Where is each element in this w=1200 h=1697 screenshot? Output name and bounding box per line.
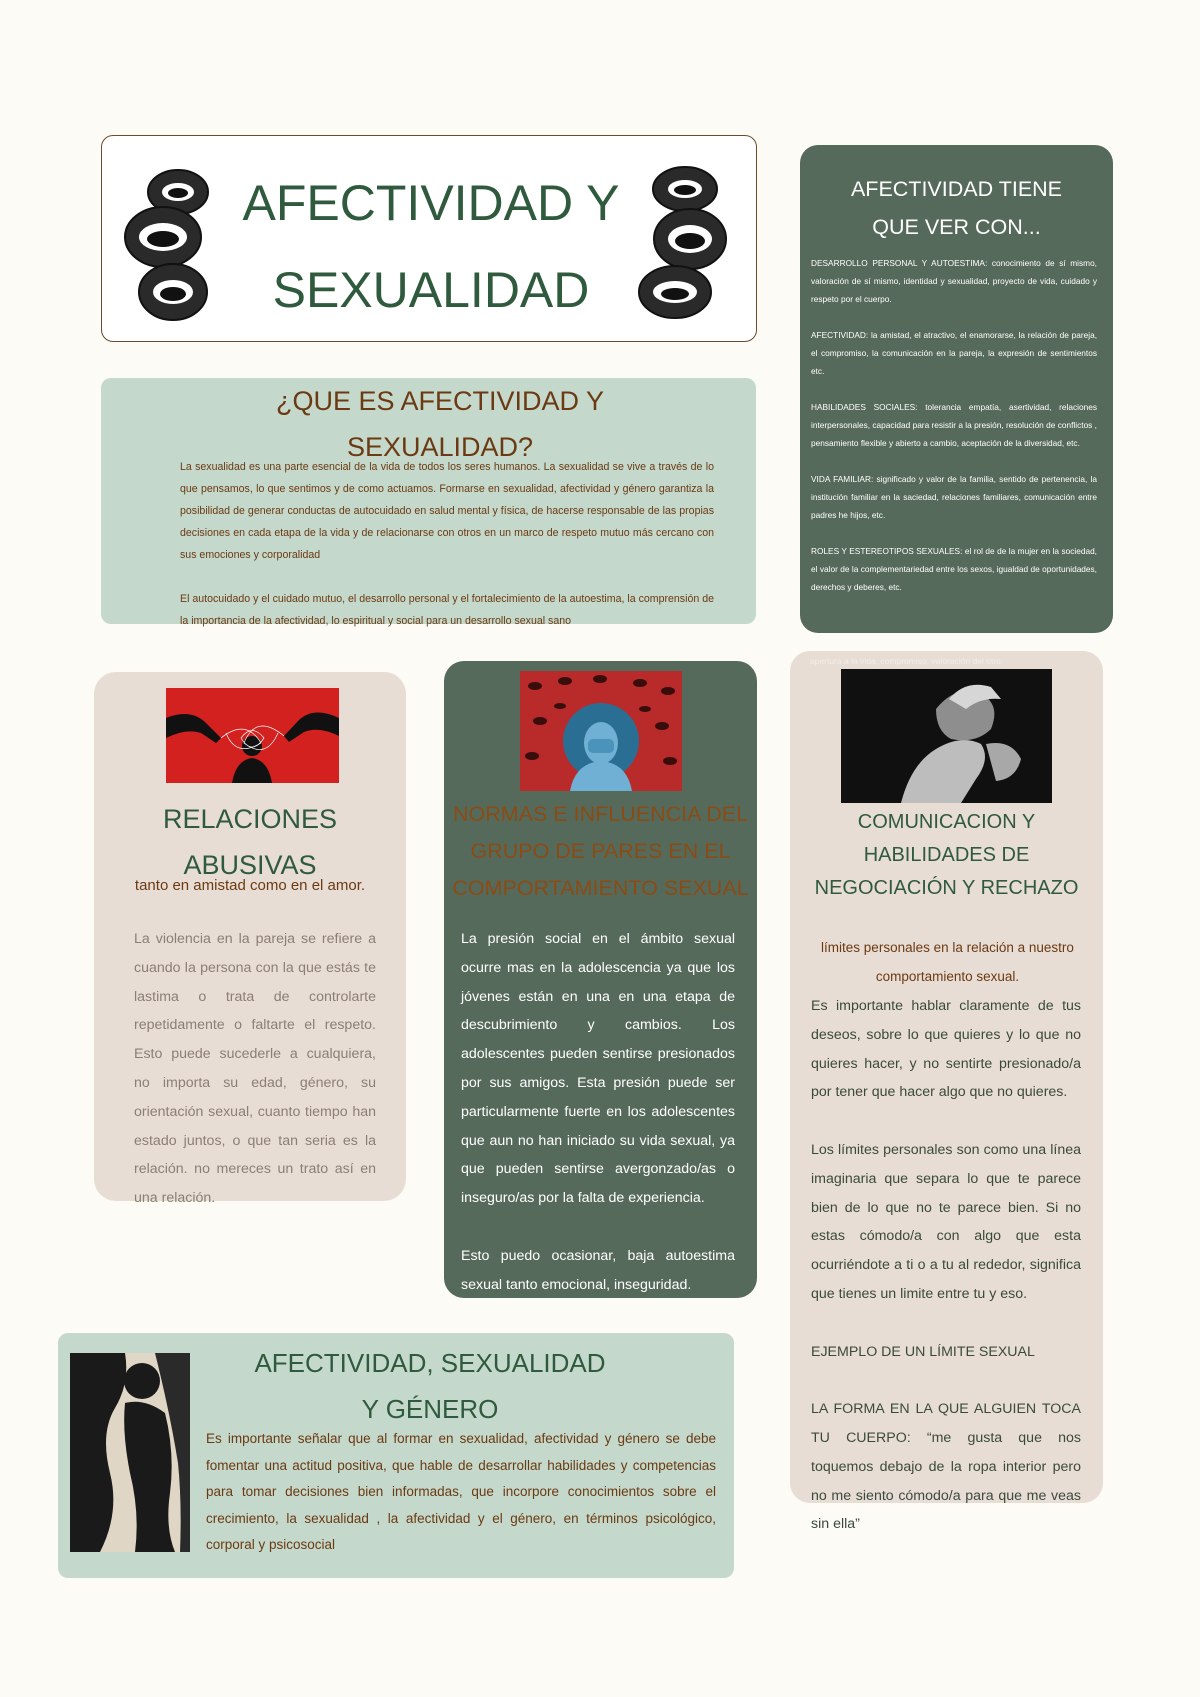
gender-body: Es importante señalar que al formar en sexualidad, afectividad y género se debe fomentar una actitud positiva, que hable de desarrollar habilidades y competencias para tomar decisiones bien informadas, que incorpore conocimientos sobre el crecimiento, la sexualidad , la afectividad y el género, en términos psicológico, corporal y psicosocial <box>206 1431 716 1552</box>
peer-pressure-paragraph: La presión social en el ámbito sexual ocurre mas en la adolescencia ya que los jóvenes están en una en una etapa de descubrimiento y cambios. Los adolescentes pueden sentirse presionados por sus amigos. Esta presión puede ser particularmente fuerte en los adolescentes que aun no han iniciado su vida sexual, ya que pueden sentirse avergonzado/as o inseguro/as por la falta de experiencia. <box>461 931 735 1207</box>
topic-item: HABILIDADES SOCIALES: tolerancia empatía, asertividad, relaciones interpersonales, capacidad para resistir a la presión, resolución de conflictos , pensamiento flexible y abierto a cambio, aceptación de la diversidad, etc. <box>811 402 1097 448</box>
communication-subtitle: límites personales en la relación a nuestro comportamiento sexual. <box>821 940 1074 984</box>
abusive-relationships-subtitle: tanto en amistad como en el amor. <box>134 877 366 894</box>
topic-item: VIDA FAMILIAR: significado y valor de la familia, sentido de pertenencia, la institución familiar en la saciedad, relaciones familiares, comunicación entre padres he hijos, etc. <box>811 474 1097 520</box>
screaming-mouths-illustration-right <box>620 157 745 325</box>
faint-overflow-text: apertura a la vida, compromiso, valoración del otro. <box>810 656 1004 666</box>
topics-list <box>811 254 1097 614</box>
communication-paragraph: Es importante hablar claramente de tus deseos, sobre lo que quieres y lo que no quieres hacer, y no sentirte presionado/a por tener que hacer algo que no quieres. <box>811 998 1081 1101</box>
communication-title: COMUNICACION Y HABILIDADES DE NEGOCIACIÓN Y RECHAZO <box>814 811 1079 899</box>
peer-pressure-title: NORMAS E INFLUENCIA DEL GRUPO DE PARES EN EL COMPORTAMIENTO SEXUAL <box>452 802 749 900</box>
abusive-relationships-body: La violencia en la pareja se refiere a cuando la persona con la que estás te lastima o trata de controlarte repetidamente o faltarte el respeto. Esto puede sucederle a cualquiera, no importa su edad, género, su orientación sexual, cuanto tiempo han estado juntos, o que tan seria es la relación. no mereces un trato así en una relación. <box>134 931 376 1207</box>
communication-paragraph: Los límites personales son como una línea imaginaria que separa lo que te parece bien de lo que no te parece bien. Si no estas cómodo/a con algo que esta ocurriéndote a ti o a tu al rededor, significa que tienes un limite entre tu y eso. <box>811 1141 1081 1302</box>
silhouettes-illustration <box>70 1353 190 1552</box>
abusive-relationships-title: RELACIONES ABUSIVAS <box>162 804 338 880</box>
puppet-hands-illustration <box>166 688 339 783</box>
eyes-pressure-illustration <box>520 671 682 791</box>
definition-paragraph: La sexualidad es una parte esencial de la vida de todos los seres humanos. La sexualidad se vive a través de lo que pensamos, lo que sentimos y de como actuamos. Formarse en sexualidad, afectividad y género garantiza la posibilidad de generar conductas de autocuidado en salud mental y física, de hacerse responsable de las propias decisiones en cada etapa de la vida y de relacionarse con otros en un marco de respeto mutuo más cercano con sus emociones y corporalidad <box>180 461 714 561</box>
communication-paragraph: EJEMPLO DE UN LÍMITE SEXUAL <box>811 1343 1035 1360</box>
screaming-mouths-illustration-left <box>108 162 233 330</box>
topic-item: ROLES Y ESTEREOTIPOS SEXUALES: el rol de de la mujer en la sociedad, el valor de la complementariedad entre los sexos, igualdad de oportunidades, derechos y deberes, etc. <box>811 546 1097 592</box>
page-title: AFECTIVIDAD Y SEXUALIDAD <box>242 175 620 318</box>
holding-wrist-photo <box>841 669 1052 803</box>
peer-pressure-body <box>461 925 735 1328</box>
communication-body <box>811 992 1081 1568</box>
communication-paragraph: LA FORMA EN LA QUE ALGUIEN TOCA TU CUERPO: “me gusta que nos toquemos debajo de la ropa interior pero no me siento cómodo/a para que me veas sin ella” <box>811 1401 1081 1533</box>
topics-title: AFECTIVIDAD TIENE QUE VER CON... <box>850 177 1063 239</box>
definition-body <box>180 456 714 632</box>
topic-item: DESARROLLO PERSONAL Y AUTOESTIMA: conocimiento de sí mismo, valoración de sí mismo, identidad y sexualidad, proyecto de vida, cuidado y respeto por el cuerpo. <box>811 258 1097 304</box>
gender-title: AFECTIVIDAD, SEXUALIDAD Y GÉNERO <box>254 1348 606 1424</box>
definition-title: ¿QUE ES AFECTIVIDAD Y SEXUALIDAD? <box>275 386 605 462</box>
peer-pressure-paragraph: Esto puedo ocasionar, baja autoestima sexual tanto emocional, inseguridad. <box>461 1247 735 1293</box>
topic-item: AFECTIVIDAD: la amistad, el atractivo, el enamorarse, la relación de pareja, el compromiso, la comunicación en la pareja, la expresión de sentimientos etc. <box>811 330 1097 376</box>
definition-paragraph: El autocuidado y el cuidado mutuo, el desarrollo personal y el fortalecimiento de la autoestima, la comprensión de la importancia de la afectividad, lo espiritual y social para un desarrollo sexual sano <box>180 593 714 627</box>
